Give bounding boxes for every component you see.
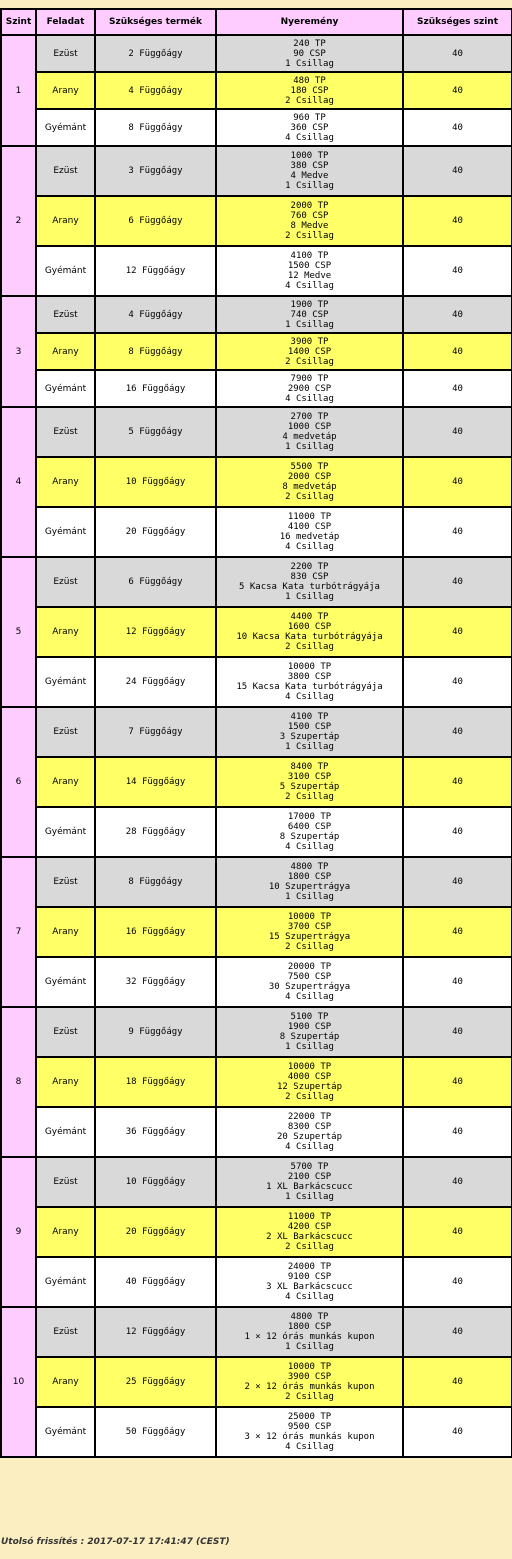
reward-cell: [216, 109, 403, 146]
level-cell: 5: [1, 557, 36, 707]
reward-line: 3900 CSP: [287, 1372, 332, 1382]
required-level-cell: 40: [403, 246, 512, 296]
product-cell: 18 Függőágy: [95, 1057, 216, 1107]
required-level-cell: 40: [403, 457, 512, 507]
reward-line: 30 Szupertrágya: [268, 982, 351, 992]
reward-cell: [216, 657, 403, 707]
header-required-level[interactable]: Szükséges szint: [403, 9, 512, 35]
reward-line: 8 Szupertáp: [279, 832, 340, 842]
reward-line: 22000 TP: [287, 1112, 332, 1122]
reward-line: 90 CSP: [293, 48, 326, 59]
reward-cell: [216, 607, 403, 657]
reward-line: 8300 CSP: [287, 1122, 332, 1132]
table-row: [1, 72, 512, 109]
reward-line: 1 Csillag: [285, 1192, 334, 1202]
table-row: [1, 457, 512, 507]
required-level-cell: 40: [403, 333, 512, 370]
reward-line: 7900 TP: [290, 373, 329, 384]
table-header-row: [1, 9, 512, 35]
table-row: [1, 707, 512, 757]
reward-line: 11000 TP: [287, 512, 332, 522]
header-task[interactable]: Feladat: [36, 9, 95, 35]
header-required-product[interactable]: Szükséges termék: [95, 9, 216, 35]
header-level[interactable]: Szint: [1, 9, 36, 35]
reward-line: 4 Csillag: [285, 281, 334, 291]
product-cell: 32 Függőágy: [95, 957, 216, 1007]
reward-line: 24000 TP: [287, 1262, 332, 1272]
reward-cell: [216, 407, 403, 457]
reward-cell: [216, 72, 403, 109]
required-level-cell: 40: [403, 557, 512, 607]
task-cell: Arany: [36, 1207, 95, 1257]
required-level-cell: 40: [403, 1157, 512, 1207]
table-row: [1, 109, 512, 146]
reward-line: 1 Csillag: [285, 742, 334, 752]
product-cell: 8 Függőágy: [95, 333, 216, 370]
product-cell: 3 Függőágy: [95, 146, 216, 196]
table-row: [1, 757, 512, 807]
reward-line: 15 Szupertrágya: [268, 932, 351, 942]
required-level-cell: 40: [403, 607, 512, 657]
reward-line: 1 Csillag: [285, 892, 334, 902]
reward-line: 1 Csillag: [285, 181, 334, 191]
last-updated: Utolsó frissítés : 2017-07-17 17:41:47 (CEST): [1, 1537, 230, 1547]
reward-cell: [216, 1307, 403, 1357]
required-level-cell: 40: [403, 407, 512, 457]
required-level-cell: 40: [403, 907, 512, 957]
reward-line: 5700 TP: [290, 1162, 329, 1172]
reward-line: 1500 CSP: [287, 261, 332, 271]
reward-line: 5500 TP: [290, 462, 329, 472]
task-cell: Gyémánt: [36, 1257, 95, 1307]
level-cell: 6: [1, 707, 36, 857]
task-cell: Arany: [36, 607, 95, 657]
task-cell: Ezüst: [36, 1007, 95, 1057]
reward-cell: [216, 1207, 403, 1257]
level-cell: 1: [1, 35, 36, 146]
task-cell: Arany: [36, 1057, 95, 1107]
task-cell: Arany: [36, 333, 95, 370]
reward-line: 2 Csillag: [285, 1242, 334, 1252]
reward-line: 2 Csillag: [285, 1392, 334, 1402]
reward-line: 2100 CSP: [287, 1172, 332, 1182]
task-cell: Arany: [36, 907, 95, 957]
reward-line: 1 × 12 órás munkás kupon: [244, 1332, 375, 1342]
required-level-cell: 40: [403, 1407, 512, 1457]
table-row: [1, 1207, 512, 1257]
reward-line: 12 Szupertáp: [276, 1082, 343, 1092]
reward-line: 3700 CSP: [287, 922, 332, 932]
required-level-cell: 40: [403, 35, 512, 72]
level-cell: 3: [1, 296, 36, 407]
reward-line: 2000 TP: [290, 201, 329, 211]
reward-line: 1400 CSP: [287, 346, 332, 357]
task-cell: Ezüst: [36, 1157, 95, 1207]
reward-line: 4 Csillag: [285, 542, 334, 552]
reward-line: 1 Csillag: [285, 319, 334, 330]
task-cell: Ezüst: [36, 296, 95, 333]
product-cell: 16 Függőágy: [95, 370, 216, 407]
product-cell: 36 Függőágy: [95, 1107, 216, 1157]
reward-line: 20 Szupertáp: [276, 1132, 343, 1142]
reward-line: 9500 CSP: [287, 1422, 332, 1432]
reward-line: 4800 TP: [290, 862, 329, 872]
required-level-cell: 40: [403, 1207, 512, 1257]
reward-line: 2200 TP: [290, 562, 329, 572]
reward-line: 8 Szupertáp: [279, 1032, 340, 1042]
reward-cell: [216, 857, 403, 907]
task-cell: Gyémánt: [36, 507, 95, 557]
reward-line: 20000 TP: [287, 962, 332, 972]
reward-line: 12 Medve: [287, 271, 332, 281]
level-cell: 8: [1, 1007, 36, 1157]
task-cell: Arany: [36, 72, 95, 109]
reward-line: 1900 TP: [290, 299, 329, 310]
level-cell: 9: [1, 1157, 36, 1307]
table-row: [1, 146, 512, 196]
reward-line: 2700 TP: [290, 412, 329, 422]
reward-line: 10000 TP: [287, 1062, 332, 1072]
reward-line: 25000 TP: [287, 1412, 332, 1422]
reward-line: 830 CSP: [290, 572, 329, 582]
product-cell: 24 Függőágy: [95, 657, 216, 707]
required-level-cell: 40: [403, 707, 512, 757]
required-level-cell: 40: [403, 109, 512, 146]
required-level-cell: 40: [403, 1107, 512, 1157]
reward-line: 4100 CSP: [287, 522, 332, 532]
reward-line: 1800 CSP: [287, 1322, 332, 1332]
reward-line: 10000 TP: [287, 662, 332, 672]
reward-cell: [216, 707, 403, 757]
product-cell: 8 Függőágy: [95, 109, 216, 146]
reward-cell: [216, 333, 403, 370]
reward-line: 9100 CSP: [287, 1272, 332, 1282]
reward-line: 3 XL Barkácscucc: [266, 1282, 353, 1292]
required-level-cell: 40: [403, 1307, 512, 1357]
reward-line: 180 CSP: [290, 85, 329, 96]
reward-cell: [216, 35, 403, 72]
required-level-cell: 40: [403, 507, 512, 557]
table-row: [1, 333, 512, 370]
reward-line: 2900 CSP: [287, 383, 332, 394]
reward-cell: [216, 1407, 403, 1457]
required-level-cell: 40: [403, 370, 512, 407]
product-cell: 4 Függőágy: [95, 72, 216, 109]
reward-line: 4100 TP: [290, 251, 329, 261]
reward-line: 4 medvetáp: [282, 432, 337, 442]
task-cell: Ezüst: [36, 407, 95, 457]
reward-line: 17000 TP: [287, 812, 332, 822]
reward-cell: [216, 246, 403, 296]
required-level-cell: 40: [403, 807, 512, 857]
reward-line: 5 Kacsa Kata turbótrágyája: [239, 582, 380, 592]
product-cell: 4 Függőágy: [95, 296, 216, 333]
reward-cell: [216, 196, 403, 246]
reward-line: 4200 CSP: [287, 1222, 332, 1232]
task-cell: Gyémánt: [36, 1407, 95, 1457]
level-cell: 2: [1, 146, 36, 296]
reward-line: 360 CSP: [290, 122, 329, 133]
reward-line: 8 Medve: [290, 221, 329, 231]
reward-line: 5100 TP: [290, 1012, 329, 1022]
table-row: [1, 557, 512, 607]
task-cell: Arany: [36, 457, 95, 507]
reward-line: 4400 TP: [290, 612, 329, 622]
reward-cell: [216, 1007, 403, 1057]
reward-line: 4000 CSP: [287, 1072, 332, 1082]
table-row: [1, 35, 512, 72]
task-cell: Gyémánt: [36, 246, 95, 296]
table-row: [1, 246, 512, 296]
required-level-cell: 40: [403, 1357, 512, 1407]
product-cell: 7 Függőágy: [95, 707, 216, 757]
reward-line: 2000 CSP: [287, 472, 332, 482]
product-cell: 25 Függőágy: [95, 1357, 216, 1407]
event-table-container: [0, 8, 512, 1458]
task-cell: Gyémánt: [36, 109, 95, 146]
product-cell: 2 Függőágy: [95, 35, 216, 72]
product-cell: 28 Függőágy: [95, 807, 216, 857]
reward-line: 11000 TP: [287, 1212, 332, 1222]
table-row: [1, 1157, 512, 1207]
table-body: [1, 35, 512, 1457]
product-cell: 20 Függőágy: [95, 1207, 216, 1257]
reward-line: 7500 CSP: [287, 972, 332, 982]
required-level-cell: 40: [403, 296, 512, 333]
reward-line: 1 XL Barkácscucc: [266, 1182, 353, 1192]
product-cell: 6 Függőágy: [95, 557, 216, 607]
reward-line: 4 Csillag: [285, 842, 334, 852]
table-row: [1, 957, 512, 1007]
level-cell: 7: [1, 857, 36, 1007]
required-level-cell: 40: [403, 1007, 512, 1057]
reward-line: 3 Szupertáp: [279, 732, 340, 742]
table-row: [1, 857, 512, 907]
reward-line: 1 Csillag: [285, 442, 334, 452]
table-row: [1, 1407, 512, 1457]
header-reward[interactable]: Nyeremény: [216, 9, 403, 35]
reward-line: 10000 TP: [287, 912, 332, 922]
reward-cell: [216, 1157, 403, 1207]
reward-line: 1600 CSP: [287, 622, 332, 632]
reward-line: 2 Csillag: [285, 942, 334, 952]
reward-line: 960 TP: [293, 112, 326, 123]
reward-line: 4 Csillag: [285, 1142, 334, 1152]
product-cell: 40 Függőágy: [95, 1257, 216, 1307]
reward-line: 4 Csillag: [285, 1442, 334, 1452]
reward-line: 1800 CSP: [287, 872, 332, 882]
table-row: [1, 1307, 512, 1357]
task-cell: Gyémánt: [36, 957, 95, 1007]
task-cell: Gyémánt: [36, 657, 95, 707]
required-level-cell: 40: [403, 857, 512, 907]
level-cell: 10: [1, 1307, 36, 1457]
reward-line: 2 Csillag: [285, 792, 334, 802]
reward-line: 4 Medve: [290, 171, 329, 181]
reward-line: 1 Csillag: [285, 592, 334, 602]
reward-line: 480 TP: [293, 75, 326, 86]
reward-line: 1 Csillag: [285, 58, 334, 69]
required-level-cell: 40: [403, 1257, 512, 1307]
reward-cell: [216, 807, 403, 857]
reward-cell: [216, 907, 403, 957]
reward-cell: [216, 146, 403, 196]
reward-line: 380 CSP: [290, 161, 329, 171]
reward-line: 15 Kacsa Kata turbótrágyája: [236, 682, 383, 692]
task-cell: Gyémánt: [36, 1107, 95, 1157]
task-cell: Arany: [36, 757, 95, 807]
reward-line: 6400 CSP: [287, 822, 332, 832]
reward-line: 1900 CSP: [287, 1022, 332, 1032]
table-row: [1, 407, 512, 457]
reward-line: 3 × 12 órás munkás kupon: [244, 1432, 375, 1442]
reward-cell: [216, 557, 403, 607]
product-cell: 5 Függőágy: [95, 407, 216, 457]
reward-cell: [216, 457, 403, 507]
product-cell: 14 Függőágy: [95, 757, 216, 807]
required-level-cell: 40: [403, 657, 512, 707]
table-row: [1, 907, 512, 957]
reward-cell: [216, 370, 403, 407]
table-row: [1, 1107, 512, 1157]
reward-line: 740 CSP: [290, 309, 329, 320]
reward-line: 1 Csillag: [285, 1342, 334, 1352]
reward-line: 2 XL Barkácscucc: [266, 1232, 353, 1242]
task-cell: Ezüst: [36, 707, 95, 757]
reward-line: 2 Csillag: [285, 492, 334, 502]
rewards-table: [0, 8, 512, 1458]
reward-line: 760 CSP: [290, 211, 329, 221]
task-cell: Arany: [36, 196, 95, 246]
reward-line: 2 Csillag: [285, 1092, 334, 1102]
required-level-cell: 40: [403, 146, 512, 196]
reward-line: 3900 TP: [290, 336, 329, 347]
reward-line: 1 Csillag: [285, 1042, 334, 1052]
reward-line: 2 Csillag: [285, 231, 334, 241]
reward-line: 16 medvetáp: [279, 532, 340, 542]
reward-line: 1000 TP: [290, 151, 329, 161]
reward-line: 2 × 12 órás munkás kupon: [244, 1382, 375, 1392]
required-level-cell: 40: [403, 196, 512, 246]
reward-line: 1000 CSP: [287, 422, 332, 432]
reward-line: 4 Csillag: [285, 1292, 334, 1302]
required-level-cell: 40: [403, 72, 512, 109]
table-row: [1, 807, 512, 857]
reward-line: 4100 TP: [290, 712, 329, 722]
task-cell: Ezüst: [36, 35, 95, 72]
reward-line: 4 Csillag: [285, 692, 334, 702]
table-row: [1, 607, 512, 657]
reward-cell: [216, 296, 403, 333]
product-cell: 12 Függőágy: [95, 1307, 216, 1357]
table-row: [1, 1007, 512, 1057]
product-cell: 10 Függőágy: [95, 457, 216, 507]
task-cell: Gyémánt: [36, 807, 95, 857]
table-row: [1, 1257, 512, 1307]
product-cell: 12 Függőágy: [95, 607, 216, 657]
reward-line: 4 Csillag: [285, 132, 334, 143]
reward-line: 5 Szupertáp: [279, 782, 340, 792]
product-cell: 10 Függőágy: [95, 1157, 216, 1207]
table-row: [1, 657, 512, 707]
table-row: [1, 1357, 512, 1407]
reward-line: 4 Csillag: [285, 992, 334, 1002]
reward-line: 3800 CSP: [287, 672, 332, 682]
required-level-cell: 40: [403, 957, 512, 1007]
task-cell: Ezüst: [36, 1307, 95, 1357]
reward-line: 2 Csillag: [285, 95, 334, 106]
reward-line: 10000 TP: [287, 1362, 332, 1372]
reward-line: 1500 CSP: [287, 722, 332, 732]
reward-cell: [216, 1257, 403, 1307]
product-cell: 12 Függőágy: [95, 246, 216, 296]
task-cell: Ezüst: [36, 557, 95, 607]
reward-cell: [216, 757, 403, 807]
reward-line: 10 Szupertrágya: [268, 882, 351, 892]
table-row: [1, 507, 512, 557]
table-row: [1, 370, 512, 407]
reward-line: 8400 TP: [290, 762, 329, 772]
product-cell: 8 Függőágy: [95, 857, 216, 907]
product-cell: 6 Függőágy: [95, 196, 216, 246]
reward-line: 2 Csillag: [285, 356, 334, 367]
reward-line: 3100 CSP: [287, 772, 332, 782]
table-row: [1, 1057, 512, 1107]
reward-cell: [216, 957, 403, 1007]
product-cell: 50 Függőágy: [95, 1407, 216, 1457]
reward-line: 8 medvetáp: [282, 482, 337, 492]
reward-line: 10 Kacsa Kata turbótrágyája: [236, 632, 383, 642]
reward-cell: [216, 1057, 403, 1107]
required-level-cell: 40: [403, 757, 512, 807]
task-cell: Ezüst: [36, 146, 95, 196]
reward-line: 2 Csillag: [285, 642, 334, 652]
reward-cell: [216, 1357, 403, 1407]
table-row: [1, 296, 512, 333]
task-cell: Gyémánt: [36, 370, 95, 407]
required-level-cell: 40: [403, 1057, 512, 1107]
reward-line: 240 TP: [293, 38, 326, 49]
reward-line: 4800 TP: [290, 1312, 329, 1322]
reward-line: 4 Csillag: [285, 393, 334, 404]
level-cell: 4: [1, 407, 36, 557]
task-cell: Ezüst: [36, 857, 95, 907]
reward-cell: [216, 1107, 403, 1157]
product-cell: 20 Függőágy: [95, 507, 216, 557]
product-cell: 9 Függőágy: [95, 1007, 216, 1057]
table-row: [1, 196, 512, 246]
task-cell: Arany: [36, 1357, 95, 1407]
product-cell: 16 Függőágy: [95, 907, 216, 957]
reward-cell: [216, 507, 403, 557]
